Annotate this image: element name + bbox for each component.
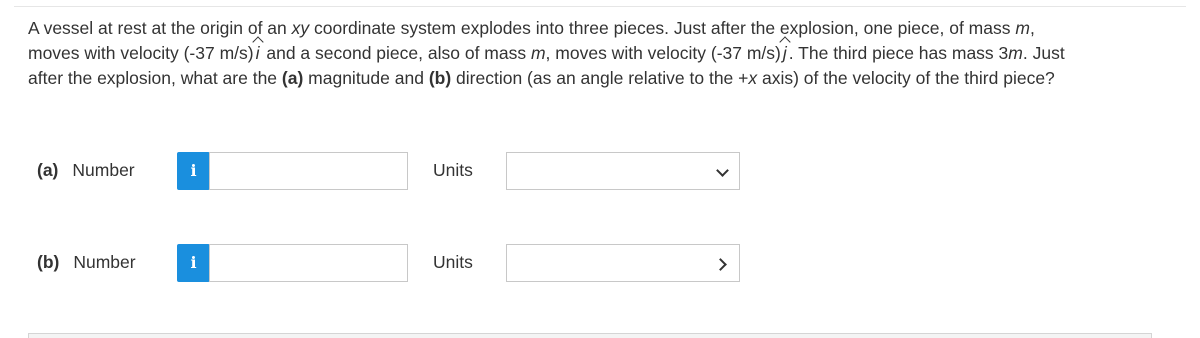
unit-vector-i: i xyxy=(254,41,262,66)
question-text: A vessel at rest at the origin of an xy coordinate system explodes into three pieces. Just after the explosion, one piece, of mass m, moves with velocity (-37 m/s) i and a second piece, also of mass m, moves with velocity (-37 m/s) j . The third piece has mass 3m. Just after the explosion, what are the (a) magnitude and (b) direction (as an angle relative to the +x axis) of the velocity of the third piece? xyxy=(28,18,1065,88)
units-label: Units xyxy=(433,252,473,272)
row-b-label xyxy=(37,252,136,273)
next-panel-edge xyxy=(28,333,1152,338)
unit-vector-j: j xyxy=(781,41,789,66)
info-button[interactable]: i xyxy=(177,244,210,282)
units-label: Units xyxy=(433,160,473,180)
number-input-a[interactable] xyxy=(209,152,408,190)
number-label: Number xyxy=(73,252,136,272)
answer-row-b xyxy=(37,242,1177,284)
part-b-label: (b) xyxy=(37,252,60,272)
units-select-b[interactable] xyxy=(506,244,740,282)
number-input-b[interactable] xyxy=(209,244,408,282)
chevron-right-icon xyxy=(714,258,727,271)
part-a-label: (a) xyxy=(37,160,59,180)
top-divider xyxy=(14,6,1186,7)
answer-row-a xyxy=(37,150,1177,192)
chevron-down-icon xyxy=(716,164,729,177)
number-label: Number xyxy=(72,160,135,180)
units-select-a[interactable] xyxy=(506,152,740,190)
row-a-label xyxy=(37,160,135,181)
info-button[interactable]: i xyxy=(177,152,210,190)
